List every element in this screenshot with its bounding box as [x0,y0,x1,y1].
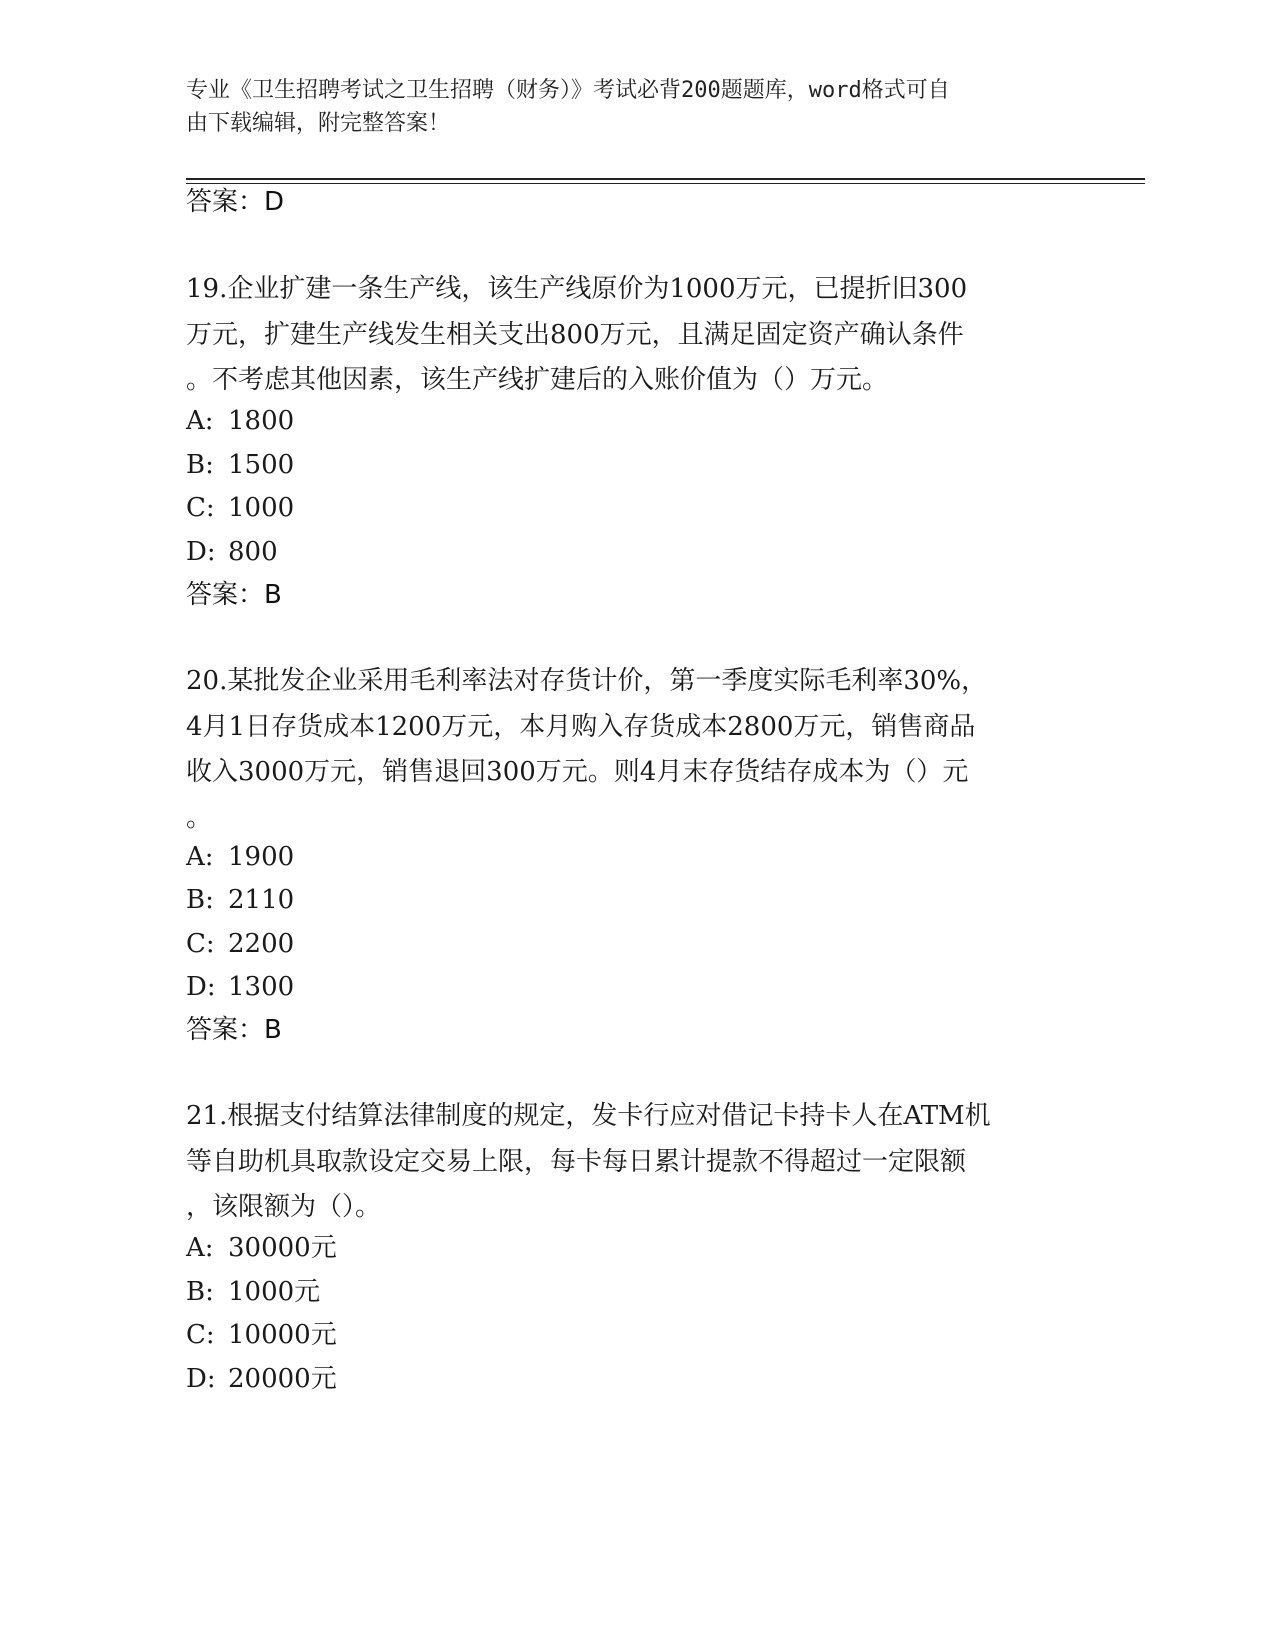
option-b [186,883,294,917]
option-text: 1000 [228,493,295,523]
option-text: 10000元 [228,1320,337,1350]
option-c [186,491,294,525]
option-label: C: [186,1320,215,1350]
answer-previous: 答案：D [186,187,285,217]
question-line: 20.某批发企业采用毛利率法对存货计价，第一季度实际毛利率30%， [186,666,988,696]
question-line: 万元，扩建生产线发生相关支出800万元，且满足固定资产确认条件 [186,319,964,350]
option-text: 1900 [228,842,295,872]
option-label: A: [186,842,214,872]
option-d [186,535,278,569]
option-label: B: [186,885,214,915]
question-line: 收入3000万元，销售退回300万元。则4月末存货结存成本为（）元 [186,757,969,787]
option-label: A: [186,406,214,436]
option-label: D: [186,1364,216,1394]
option-label: D: [186,972,216,1002]
option-text: 1300 [228,972,295,1002]
option-c [186,927,294,961]
question-line: 。 [186,802,213,833]
question-line: 21.根据支付结算法律制度的规定，发卡行应对借记卡持卡人在ATM机 [186,1101,991,1131]
question-20-text [186,659,1066,841]
header-line-1: 专业《卫生招聘考试之卫生招聘（财务）》考试必背200题题库，word格式可自 [186,78,950,103]
answer-20: 答案：B [186,1015,282,1045]
question-19-text [186,267,1066,404]
header-rule-thin [186,183,1145,184]
page-header [186,74,1066,140]
option-b [186,448,294,482]
answer-19: 答案：B [186,580,282,610]
option-label: B: [186,1277,214,1307]
header-line-2: 由下载编辑，附完整答案！ [186,111,451,136]
option-text: 1500 [228,450,295,480]
option-text: 1800 [228,406,295,436]
option-text: 2200 [228,929,295,959]
option-d [186,1362,337,1396]
option-text: 1000元 [228,1277,321,1307]
option-b [186,1275,320,1309]
question-line: ，该限额为（）。 [186,1192,382,1222]
option-text: 30000元 [228,1233,337,1263]
option-d [186,970,294,1004]
option-text: 800 [228,537,278,567]
header-rule-thick [186,178,1145,180]
question-21-text [186,1094,1066,1231]
question-line: 4月1日存货成本1200万元，本月购入存货成本2800万元，销售商品 [186,711,976,742]
option-label: C: [186,929,215,959]
question-line: 。不考虑其他因素，该生产线扩建后的入账价值为（）万元。 [186,365,889,395]
option-a [186,404,294,438]
question-line: 等自助机具取款设定交易上限，每卡每日累计提款不得超过一定限额 [186,1146,967,1177]
option-text: 20000元 [228,1364,337,1394]
question-line: 19.企业扩建一条生产线，该生产线原价为1000万元，已提折旧300 [186,274,968,304]
option-a [186,1231,337,1265]
option-label: C: [186,493,215,523]
option-label: B: [186,450,214,480]
option-c [186,1318,337,1352]
option-label: D: [186,537,216,567]
option-label: A: [186,1233,214,1263]
option-a [186,840,294,874]
option-text: 2110 [228,885,295,915]
